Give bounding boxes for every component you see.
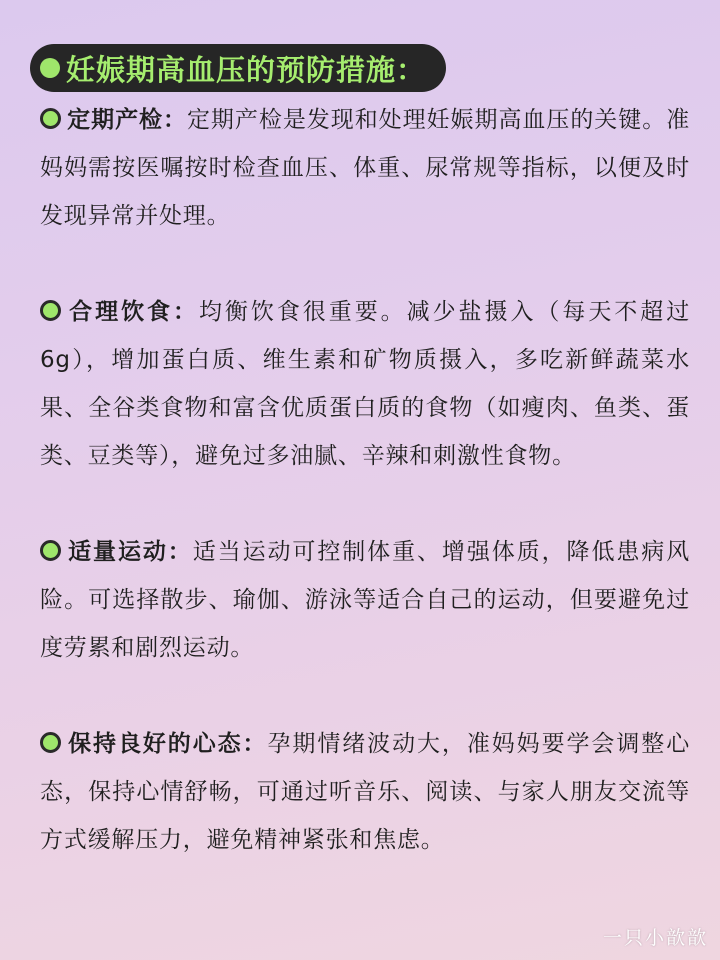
section-prenatal-checkup <box>40 96 690 240</box>
section-heading: 保持良好的心态： <box>67 731 268 757</box>
green-circle-bullet-icon <box>40 108 61 129</box>
section-body: 适当运动可控制体重、增强体质，降低患病风险。可选择散步、瑜伽、游泳等适合自己的运动，但要避免过度劳累和剧烈运动。 <box>40 539 691 661</box>
section-heading: 合理饮食： <box>67 299 199 325</box>
page-title: 妊娠期高血压的预防措施： <box>66 52 427 87</box>
section-body: 均衡饮食很重要。减少盐摄入（每天不超过6g），增加蛋白质、维生素和矿物质摄入，多吃新鲜蔬菜水果、全谷类食物和富含优质蛋白质的食物（如瘦肉、鱼类、蛋类、豆类等），避免过多油腻、辛辣和刺激性食物。 <box>40 299 691 469</box>
green-circle-bullet-icon <box>40 540 61 561</box>
section-diet <box>40 288 690 480</box>
section-body: 孕期情绪波动大，准妈妈要学会调整心态，保持心情舒畅，可通过听音乐、阅读、与家人朋友交流等方式缓解压力，避免精神紧张和焦虑。 <box>40 731 690 853</box>
green-circle-bullet-icon <box>40 732 61 753</box>
section-body: 定期产检是发现和处理妊娠期高血压的关键。准妈妈需按医嘱按时检查血压、体重、尿常规等指标，以便及时发现异常并处理。 <box>40 107 690 229</box>
section-exercise <box>40 528 690 672</box>
watermark: 一只小歆歆 <box>602 927 708 949</box>
green-dot-icon <box>40 58 60 78</box>
content-sections <box>40 96 690 864</box>
green-circle-bullet-icon <box>40 300 61 321</box>
title-banner <box>30 44 446 92</box>
section-heading: 定期产检： <box>67 107 187 133</box>
section-heading: 适量运动： <box>67 539 193 565</box>
section-mindset <box>40 720 690 864</box>
